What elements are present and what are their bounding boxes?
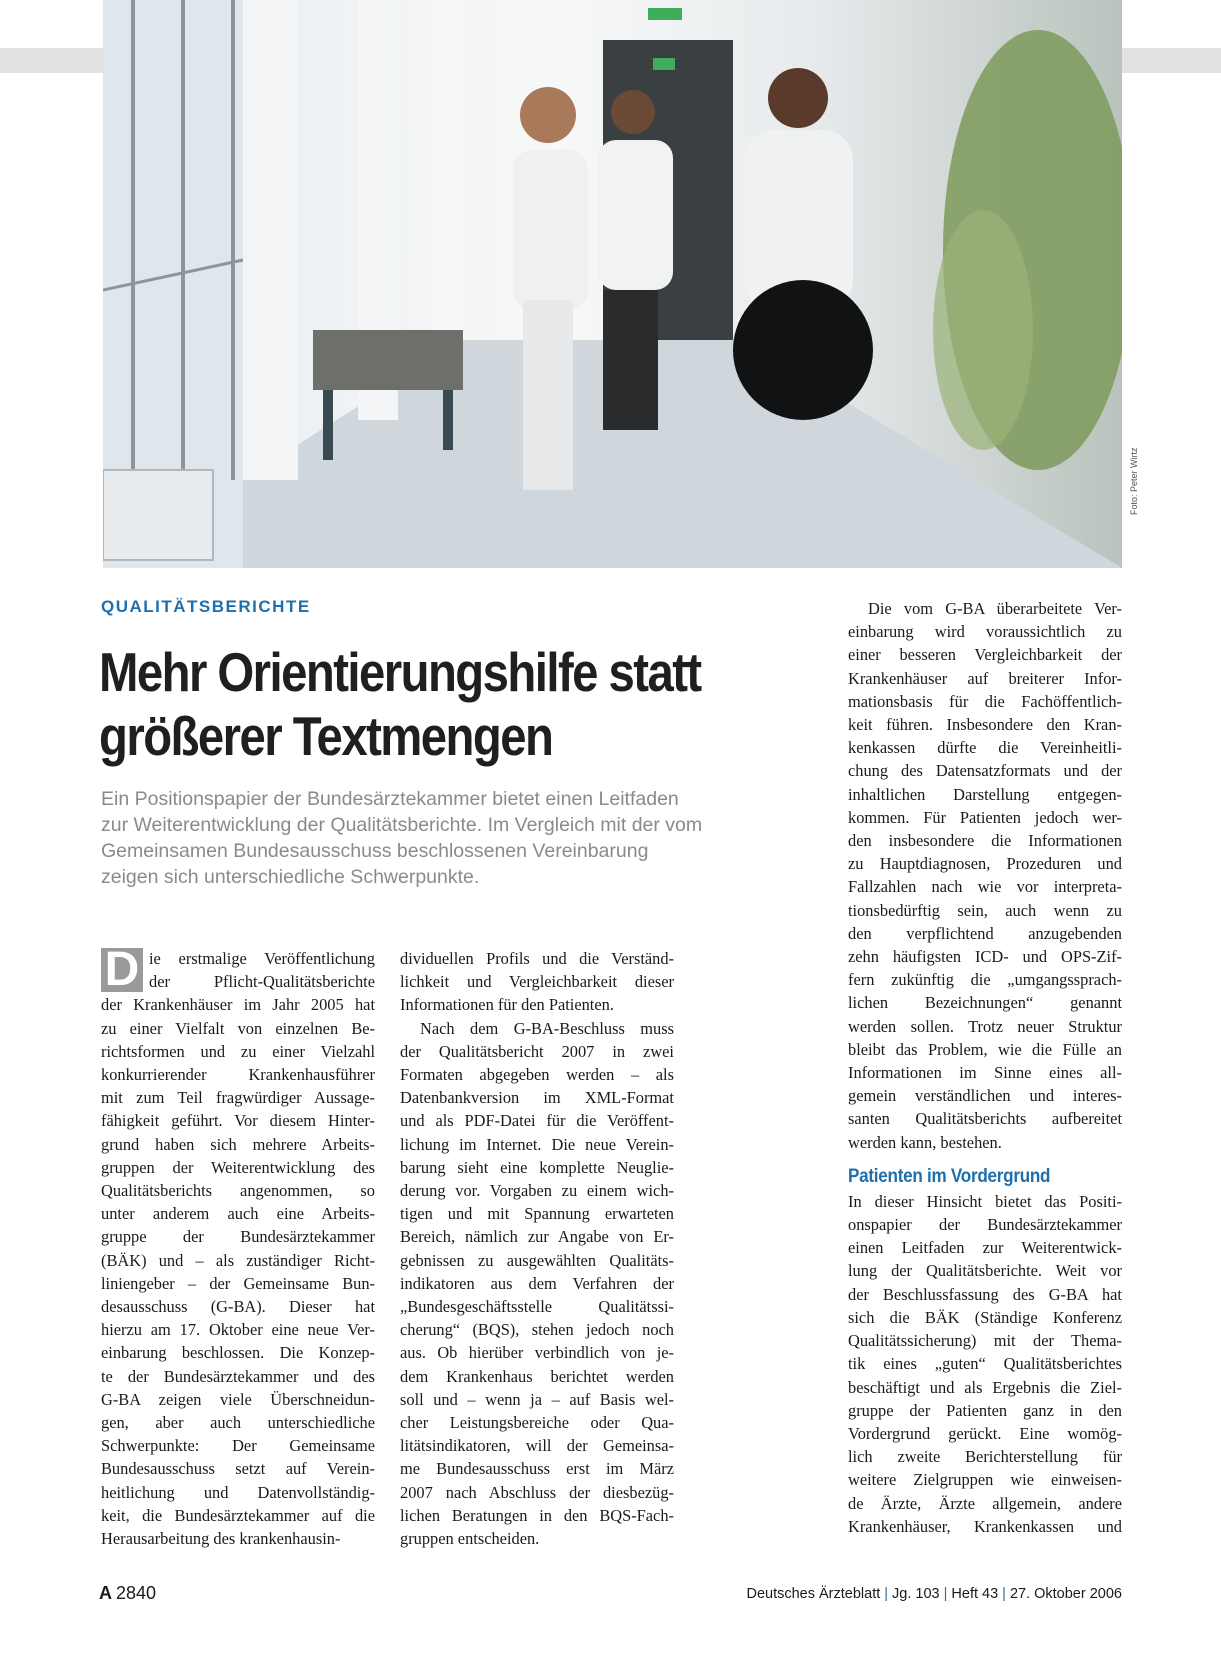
text-line: Nach dem G-BA-Beschluss muss <box>420 1018 674 1038</box>
journal-footer: Deutsches Ärzteblatt | Jg. 103 | Heft 43 | 27. Oktober 2006 <box>746 1586 1122 1602</box>
hospital-corridor-photo <box>103 0 1122 568</box>
text-line: dividuellen Profils und die Verständ- <box>400 949 674 968</box>
text-line: indikatoren aus dem Verfahren der <box>400 1273 674 1293</box>
page-number <box>99 1583 156 1604</box>
text-line: Herausarbeitung des krankenhausin- <box>101 1529 341 1549</box>
text-line: mationsbasis für die Fachöffentlich- <box>848 691 1122 711</box>
header-band-left <box>0 48 103 73</box>
text-line: Datenbankversion im XML-Format <box>400 1088 674 1108</box>
text-line: cher Leistungsbereiche oder Qua- <box>400 1413 674 1433</box>
text-line: lichen Bezeichnungen“ genannt <box>848 993 1122 1013</box>
text-line: weitere Zielgruppen wie einweisen- <box>848 1470 1122 1490</box>
text-line: heitlichung und Datenvollständig- <box>101 1482 375 1502</box>
text-line: bleibt das Problem, wie die Fülle an <box>848 1039 1122 1059</box>
text-line: gen, aber auch unterschiedliche <box>101 1413 375 1433</box>
text-line: ie erstmalige Veröffentlichung <box>149 949 375 968</box>
text-line: me Bundesausschuss erst im März <box>400 1459 674 1479</box>
text-line: lichen Beratungen in den BQS-Fach- <box>400 1505 674 1525</box>
text-line: G-BA zeigen viele Überschneidun- <box>101 1389 375 1409</box>
text-line: derung vor. Vorgaben zu einem wich- <box>400 1181 674 1201</box>
text-line: einbarung beschlossen. Die Konzep- <box>101 1343 375 1363</box>
article-headline <box>99 640 718 768</box>
page-number-value: 2840 <box>116 1583 157 1603</box>
body-column-1 <box>101 947 375 1550</box>
page-prefix: A <box>99 1583 112 1603</box>
text-line: lung der Qualitätsberichte. Weit vor <box>848 1261 1122 1281</box>
text-line: gruppen entscheiden. <box>400 1529 540 1549</box>
text-line: einen Leitfaden zur Weiterentwick- <box>848 1238 1122 1258</box>
text-line: gruppe der Bundesärztekammer <box>101 1227 375 1247</box>
lead-line: zeigen sich unterschiedliche Schwerpunkte. <box>101 866 480 888</box>
text-line: und als PDF-Datei für die Veröffent- <box>400 1111 674 1131</box>
text-line: beschäftigt und als Ergebnis die Ziel- <box>848 1377 1122 1397</box>
text-line: Die vom G-BA überarbeitete Ver- <box>868 599 1122 618</box>
text-line: gebnissen zu ausgewählten Qualitäts- <box>400 1250 674 1270</box>
text-line: unter anderem auch eine Arbeits- <box>101 1204 375 1224</box>
text-line: gemein verständlichen und interes- <box>848 1086 1122 1106</box>
text-line: zehn häufigsten ICD- und OPS-Zif- <box>848 947 1122 967</box>
text-line: (BÄK) und – als zuständiger Richt- <box>101 1250 375 1270</box>
text-line: Informationen für den Patienten. <box>400 995 614 1015</box>
text-line: konkurrierender Krankenhausführer <box>101 1065 375 1085</box>
text-line: der Krankenhäuser im Jahr 2005 hat <box>101 995 375 1015</box>
text-line: einer besseren Vergleichbarkeit der <box>848 645 1122 665</box>
text-line: werden sollen. Trotz neuer Struktur <box>848 1016 1122 1036</box>
text-line: Schwerpunkte: Der Gemeinsame <box>101 1436 375 1456</box>
text-line: gruppe der Patienten ganz in den <box>848 1400 1122 1420</box>
text-line: cherung“ (BQS), stehen jedoch noch <box>400 1320 674 1340</box>
text-line: In dieser Hinsicht bietet das Positi- <box>848 1191 1122 1211</box>
text-line: 2007 nach Abschluss der diesbezüg- <box>400 1482 674 1502</box>
text-line: lichkeit und Vergleichbarkeit dieser <box>400 972 674 992</box>
text-line: gruppen der Weiterentwicklung des <box>101 1157 375 1177</box>
text-line: mit zum Teil fragwürdiger Aussage- <box>101 1088 375 1108</box>
text-line: litätsindikatoren, will der Gemeinsa- <box>400 1436 674 1456</box>
text-line: hierzu am 17. Oktober eine neue Ver- <box>101 1320 375 1340</box>
text-line: „Bundesgeschäftsstelle Qualitätssi- <box>400 1297 674 1317</box>
text-line: tigen und mit Spannung erwarteten <box>400 1204 674 1224</box>
text-line: fähigkeit geführt. Vor diesem Hinter- <box>101 1111 375 1131</box>
text-line: den verpflichtend anzugebenden <box>848 923 1122 943</box>
text-line: aus. Ob hierüber verbindlich von je- <box>400 1343 674 1363</box>
text-line: der Qualitätsbericht 2007 in zwei <box>400 1041 674 1061</box>
text-line: richtsformen und zu einer Vielzahl <box>101 1041 375 1061</box>
text-line: sich die BÄK (Ständige Konferenz <box>848 1307 1122 1327</box>
text-line: de Ärzte, Ärzte allgemein, andere <box>848 1493 1122 1513</box>
lead-line: Ein Positionspapier der Bundesärztekammer bietet einen Leitfaden <box>101 788 679 810</box>
text-line: Vordergrund gerückt. Eine womög- <box>848 1423 1122 1443</box>
text-line: Fallzahlen nach wie vor interpreta- <box>848 877 1122 897</box>
text-line: den insbesondere die Informationen <box>848 831 1122 851</box>
text-line: lichung im Internet. Die neue Verein- <box>400 1134 674 1154</box>
text-line: kenkassen dürfte die Vereinheitli- <box>848 738 1122 758</box>
lead-line: zur Weiterentwicklung der Qualitätsberichte. Im Vergleich mit der vom <box>101 814 703 836</box>
text-line: Informationen im Sinne eines all- <box>848 1063 1122 1083</box>
body-column-3 <box>848 597 1122 1538</box>
text-line: Krankenhäuser auf breiterer Infor- <box>848 668 1122 688</box>
headline-line: größerer Textmengen <box>99 705 553 767</box>
journal-issue: Heft 43 <box>951 1586 999 1602</box>
article-kicker: QUALITÄTSBERICHTE <box>101 597 311 616</box>
text-line: onspapier der Bundesärztekammer <box>848 1215 1122 1235</box>
article-lead <box>101 786 831 890</box>
text-line: zu Hauptdiagnosen, Prozeduren und <box>848 854 1122 874</box>
text-line: zu einer Vielfalt von einzelnen Be- <box>101 1018 375 1038</box>
text-line: Bereich, nämlich zur Angabe von Er- <box>400 1227 674 1247</box>
journal-date: 27. Oktober 2006 <box>1009 1586 1122 1602</box>
text-line: santen Qualitätsberichts aufbereitet <box>848 1109 1122 1129</box>
text-line: der Pflicht-Qualitätsberichte <box>149 972 375 992</box>
text-line: werden kann, bestehen. <box>848 1132 1002 1152</box>
text-line: grund haben sich mehrere Arbeits- <box>101 1134 375 1154</box>
headline-line: Mehr Orientierungshilfe statt <box>99 641 701 703</box>
body-column-2 <box>400 947 674 1550</box>
text-line: Formaten abgegeben werden – als <box>400 1065 674 1085</box>
text-line: tionsbedürftig sein, auch wenn zu <box>848 900 1122 920</box>
text-line: keit, die Bundesärztekammer auf die <box>101 1505 375 1525</box>
header-band-right <box>1122 48 1221 73</box>
text-line: barung sieht eine komplette Neuglie- <box>400 1157 674 1177</box>
text-line: kommen. Für Patienten jedoch wer- <box>848 807 1122 827</box>
text-line: lich zweite Berichterstellung für <box>848 1447 1122 1467</box>
text-line: desausschuss (G-BA). Dieser hat <box>101 1297 375 1317</box>
text-line: Qualitätssicherung) mit der Thema- <box>848 1331 1122 1351</box>
photo-credit: Foto: Peter Wirtz <box>1129 447 1139 515</box>
journal-name: Deutsches Ärzteblatt <box>746 1586 881 1602</box>
text-line: der Beschlussfassung des G-BA hat <box>848 1284 1122 1304</box>
text-line: keit führen. Insbesondere den Kran- <box>848 715 1122 735</box>
text-line: fern zukünftig die „umgangssprach- <box>848 970 1122 990</box>
text-line: inhaltlichen Darstellung entgegen- <box>848 784 1122 804</box>
text-line: einbarung wird voraussichtlich zu <box>848 622 1122 642</box>
text-line: Bundesausschuss setzt auf Verein- <box>101 1459 375 1479</box>
text-line: soll und – wenn ja – auf Basis wel- <box>400 1389 674 1409</box>
text-line: Qualitätsberichts angenommen, so <box>101 1181 375 1201</box>
drop-cap: D <box>101 948 143 992</box>
text-line: te der Bundesärztekammer und des <box>101 1366 375 1386</box>
section-subhead: Patienten im Vordergrund <box>848 1165 1051 1187</box>
text-line: tik eines „guten“ Qualitätsberichtes <box>848 1354 1122 1374</box>
text-line: liniengeber – der Gemeinsame Bun- <box>101 1273 375 1293</box>
text-line: dem Krankenhaus berichtet werden <box>400 1366 674 1386</box>
text-line: Krankenhäuser, Krankenkassen und <box>848 1516 1122 1536</box>
text-line: chung des Datensatzformats und der <box>848 761 1122 781</box>
lead-line: Gemeinsamen Bundesausschuss beschlossenen Vereinbarung <box>101 840 649 862</box>
journal-volume: Jg. 103 <box>892 1586 940 1602</box>
